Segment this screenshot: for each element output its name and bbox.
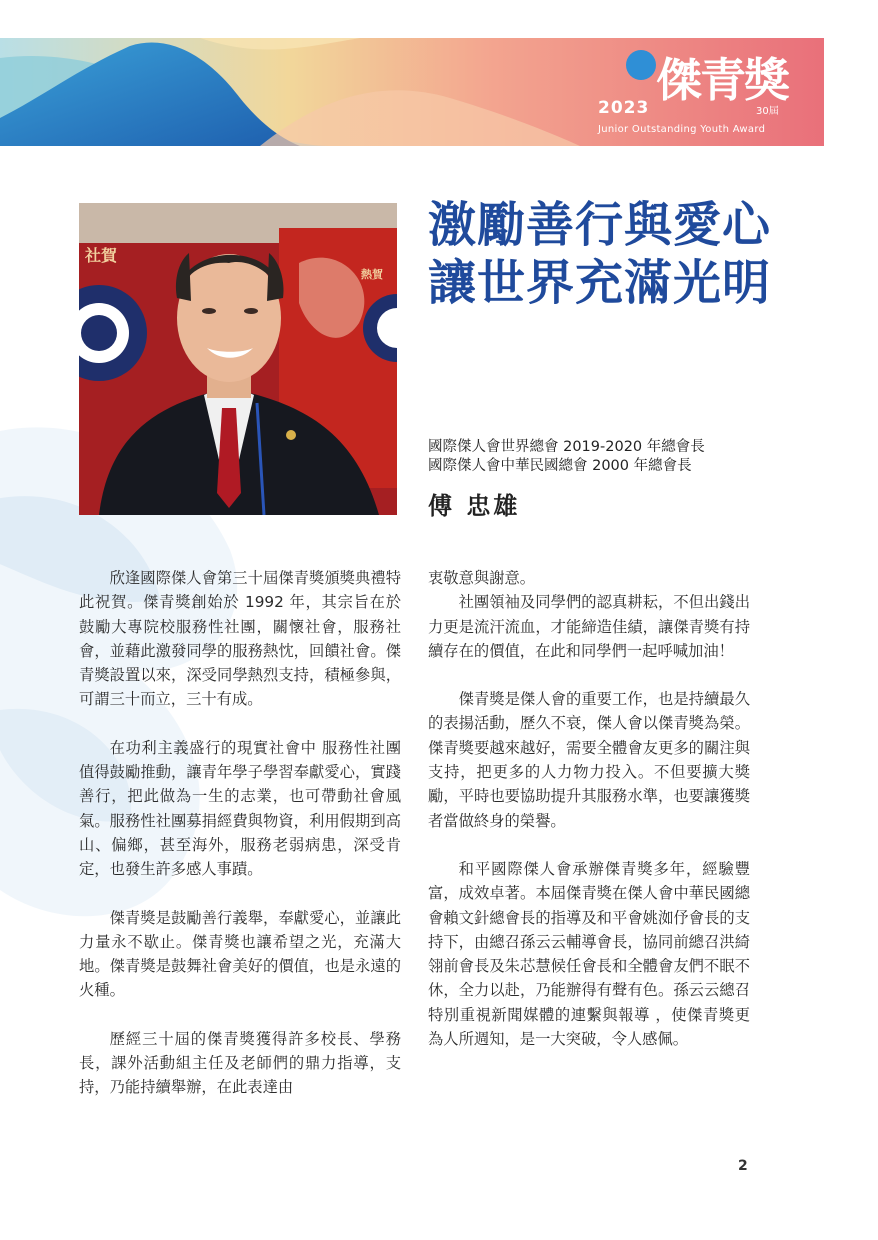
award-logo-subtitle: Junior Outstanding Youth Award <box>598 124 766 135</box>
award-logo-edition: 30屆 <box>756 106 779 117</box>
author-name: 傅 忠雄 <box>428 492 521 520</box>
article-paragraph-continued: 衷敬意與謝意。 <box>428 569 536 587</box>
article-column-right <box>428 566 750 1051</box>
article-paragraph: 在功利主義盛行的現實社會中 服務性社團值得鼓勵推動，讓青年學子學習奉獻愛心，實踐善行，把此做為一生的志業，也可帶動社會風氣。服務性社團募捐經費與物資，利用假期到高山、偏鄉，甚至海外，服務老弱病患，深受肯定，也發生許多感人事蹟。 <box>79 738 401 879</box>
article-headline <box>428 196 828 312</box>
headline-line-2: 讓世界充滿光明 <box>428 255 772 311</box>
article-paragraph: 傑青獎是鼓勵善行義舉，奉獻愛心，並讓此力量永不歇止。傑青獎也讓希望之光，充滿大地。傑青獎是鼓舞社會美好的價值，也是永遠的火種。 <box>79 908 401 1000</box>
article-column-left <box>79 566 401 1100</box>
article-paragraph: 社團領袖及同學們的認真耕耘，不但出錢出力更是流汗流血，才能締造佳績，讓傑青獎有持續存在的價值，在此和同學們一起呼喊加油！ <box>428 593 750 660</box>
article-paragraph: 歷經三十屆的傑青獎獲得許多校長、學務長，課外活動組主任及老師們的鼎力指導，支持，乃能持續舉辦，在此表達由 <box>79 1029 401 1097</box>
author-credits <box>428 438 705 476</box>
article-paragraph: 傑青獎是傑人會的重要工作，也是持續最久的表揚活動，歷久不衰，傑人會以傑青獎為榮。傑青獎要越來越好，需要全體會友更多的關注與支持，把更多的人力物力投入。不但要擴大獎勵，平時也要協助提升其服務水準，也要讓獲獎者當做終身的榮譽。 <box>428 690 750 830</box>
credit-line-2: 國際傑人會中華民國總會 2000 年總會長 <box>428 458 692 474</box>
credit-line-1: 國際傑人會世界總會 2019-2020 年總會長 <box>428 439 705 455</box>
article-paragraph: 欣逢國際傑人會第三十屆傑青獎頒獎典禮特此祝賀。傑青獎創始於 1992 年，其宗旨在於鼓勵大專院校服務性社團，關懷社會，服務社會，並藉此激發同學的服務熱忱，回饋社會。傑青獎設置以來，深受同學熱烈支持，積極參與，可謂三十而立，三十有成。 <box>79 569 401 709</box>
author-portrait-photo <box>79 203 397 515</box>
logo-dot-icon <box>626 50 656 80</box>
photo-badge-left: 社賀 <box>85 246 118 265</box>
photo-badge-right: 熱賀 <box>361 268 383 281</box>
award-logo-title: 傑青獎 <box>656 53 788 107</box>
page-number: 2 <box>738 1158 748 1174</box>
headline-line-1: 激勵善行與愛心 <box>428 197 772 253</box>
award-logo-year: 2023 <box>598 98 650 118</box>
article-paragraph: 和平國際傑人會承辦傑青獎多年，經驗豐富，成效卓著。本屆傑青獎在傑人會中華民國總會賴文針總會長的指導及和平會姚洳伃會長的支持下，由總召孫云云輔導會長，協同前總召洪綺翎前會長及朱芯慧候任會長和全體會友們不眠不休，全力以赴，乃能辦得有聲有色。孫云云總召特別重視新聞媒體的連繫與報導 ，使傑青獎更為人所週知，是一大突破，令人感佩。 <box>428 859 750 1049</box>
